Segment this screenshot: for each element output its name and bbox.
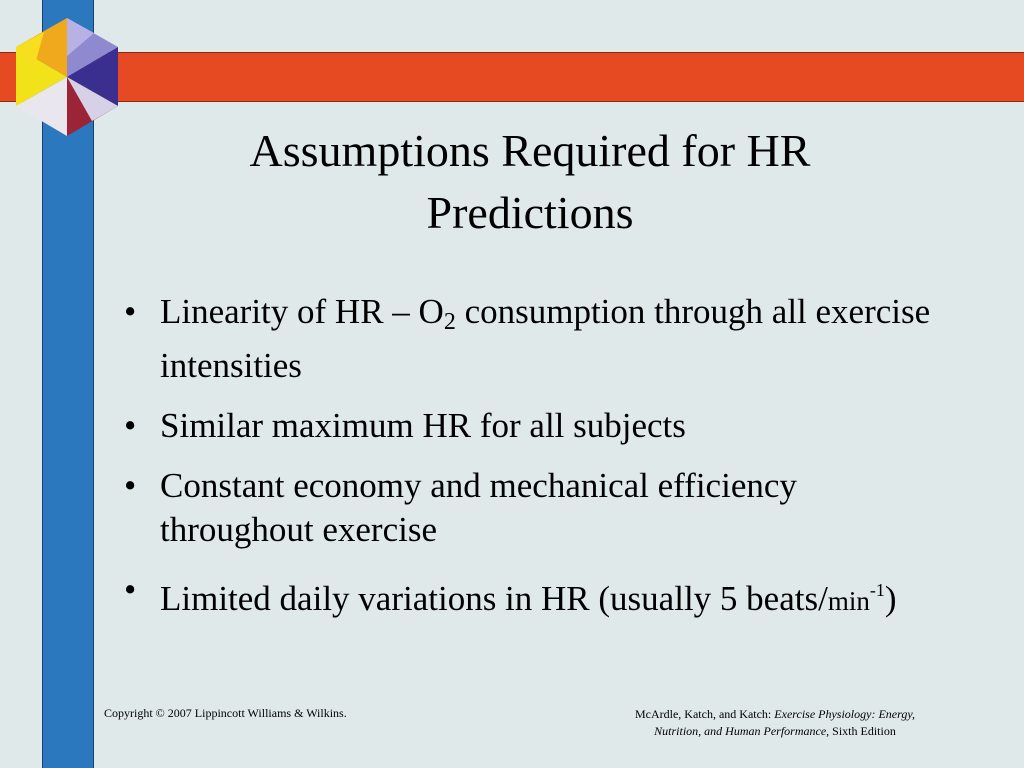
citation [560, 706, 990, 740]
bullet-marker: • [124, 406, 137, 445]
bullet-text [160, 579, 896, 618]
citation-edition: Sixth Edition [829, 724, 896, 738]
citation-authors: McArdle, Katch, and Katch: [634, 707, 775, 721]
citation-book-title-2: Nutrition, and Human Performance, [654, 724, 830, 738]
superscript-text: -1 [869, 580, 885, 600]
bullet-text: Similar maximum HR for all subjects [160, 406, 686, 445]
bullet-text-part: Linearity of HR – O [160, 292, 444, 331]
bullet-marker: • [124, 466, 137, 505]
bullet-text: Constant economy and mechanical efficiency throughout exercise [160, 466, 797, 549]
citation-book-title-1: Exercise Physiology: Energy, [774, 707, 916, 721]
subscript-text: 2 [443, 309, 456, 335]
copyright-notice: Copyright © 2007 Lippincott Williams & Wilkins. [104, 706, 347, 720]
title-line-2: Predictions [426, 187, 634, 238]
bullet-text-part: consumption through all exercise intensities [160, 292, 931, 385]
bullet-item-daily-variation [118, 568, 938, 623]
bullet-marker: • [124, 570, 137, 609]
horizontal-accent-bar [0, 52, 1024, 102]
slide-title [140, 120, 920, 244]
bullet-list [118, 290, 938, 639]
bullet-text-part: Limited daily variations in HR (usually 5 beats/ [160, 579, 828, 618]
bullet-item-economy [118, 464, 938, 552]
unit-text: min [827, 586, 870, 616]
title-line-1: Assumptions Required for HR [249, 125, 811, 176]
bullet-item-max-hr [118, 404, 938, 448]
cube-logo-icon [14, 16, 120, 138]
bullet-text-part: ) [884, 579, 897, 618]
bullet-item-linearity [118, 290, 938, 388]
bullet-text [160, 292, 930, 385]
bullet-marker: • [124, 292, 137, 331]
